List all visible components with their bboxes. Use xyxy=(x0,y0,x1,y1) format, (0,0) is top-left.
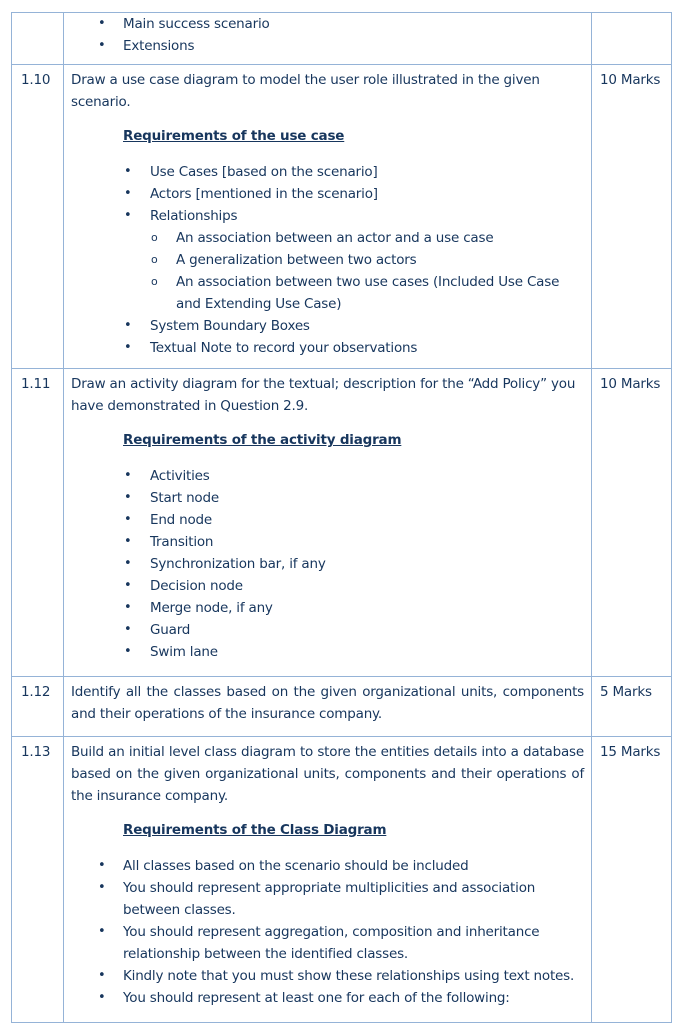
question-stem: Draw an activity diagram for the textual; description for the “Add Policy” you have demonstrated in Question 2.9. xyxy=(71,376,576,414)
list-item: • Textual Note to record your observations xyxy=(71,337,584,359)
question-description xyxy=(64,369,592,677)
table-row-1-13 xyxy=(12,737,672,1023)
list-item: • Synchronization bar, if any xyxy=(71,553,584,575)
question-marks: 5 Marks xyxy=(592,677,672,737)
list-item: • Relationships xyxy=(71,205,584,227)
question-description xyxy=(64,65,592,369)
list-item: • Merge node, if any xyxy=(71,597,584,619)
list-item: • System Boundary Boxes xyxy=(71,315,584,337)
requirements-heading: Requirements of the activity diagram xyxy=(123,432,402,448)
question-description xyxy=(64,737,592,1023)
list-item: • You should represent appropriate multiplicities and association between classes. xyxy=(71,877,584,921)
table-row-carryover xyxy=(12,13,672,65)
question-marks: 10 Marks xyxy=(592,65,672,369)
requirements-heading: Requirements of the use case xyxy=(123,128,345,144)
list-item: • Transition xyxy=(71,531,584,553)
question-number: 1.11 xyxy=(12,369,64,677)
question-marks: 15 Marks xyxy=(592,737,672,1023)
requirements-list-continued xyxy=(71,315,584,359)
question-number: 1.13 xyxy=(12,737,64,1023)
table-row-1-12 xyxy=(12,677,672,737)
sub-list-item: o An association between an actor and a use case xyxy=(71,227,584,249)
question-number: 1.10 xyxy=(12,65,64,369)
question-number: 1.12 xyxy=(12,677,64,737)
table-row-1-11 xyxy=(12,369,672,677)
table-row-1-10 xyxy=(12,65,672,369)
description-cell xyxy=(64,13,592,65)
list-item: • You should represent aggregation, composition and inheritance relationship between the identified classes. xyxy=(71,921,584,965)
list-item: • Kindly note that you must show these relationships using text notes. xyxy=(71,965,584,987)
list-item: • Main success scenario xyxy=(71,13,584,35)
list-item: • Decision node xyxy=(71,575,584,597)
question-stem: Draw a use case diagram to model the user role illustrated in the given scenario. xyxy=(71,72,540,110)
list-item: • End node xyxy=(71,509,584,531)
list-item: • You should represent at least one for each of the following: xyxy=(71,987,584,1009)
list-item: • Extensions xyxy=(71,35,584,57)
sub-list-item: o A generalization between two actors xyxy=(71,249,584,271)
list-item: • Actors [mentioned in the scenario] xyxy=(71,183,584,205)
requirements-heading: Requirements of the Class Diagram xyxy=(123,822,387,838)
sub-list-item: o An association between two use cases (Included Use Case and Extending Use Case) xyxy=(71,271,584,315)
carryover-list xyxy=(71,13,584,57)
requirements-list xyxy=(71,855,584,1009)
marks-cell xyxy=(592,13,672,65)
list-item: • Use Cases [based on the scenario] xyxy=(71,161,584,183)
list-item: • All classes based on the scenario should be included xyxy=(71,855,584,877)
list-item: • Activities xyxy=(71,465,584,487)
question-stem: Build an initial level class diagram to store the entities details into a database based on the given organizational units, components and their operations of the insurance company. xyxy=(71,744,584,804)
question-marks: 10 Marks xyxy=(592,369,672,677)
question-stem: Identify all the classes based on the given organizational units, components and their operations of the insurance company. xyxy=(71,684,584,722)
requirements-list xyxy=(71,465,584,663)
requirements-list xyxy=(71,161,584,227)
list-item: • Start node xyxy=(71,487,584,509)
list-item: • Guard xyxy=(71,619,584,641)
questions-table xyxy=(11,12,672,1023)
relationships-sublist xyxy=(71,227,584,315)
question-description xyxy=(64,677,592,737)
list-item: • Swim lane xyxy=(71,641,584,663)
number-cell xyxy=(12,13,64,65)
